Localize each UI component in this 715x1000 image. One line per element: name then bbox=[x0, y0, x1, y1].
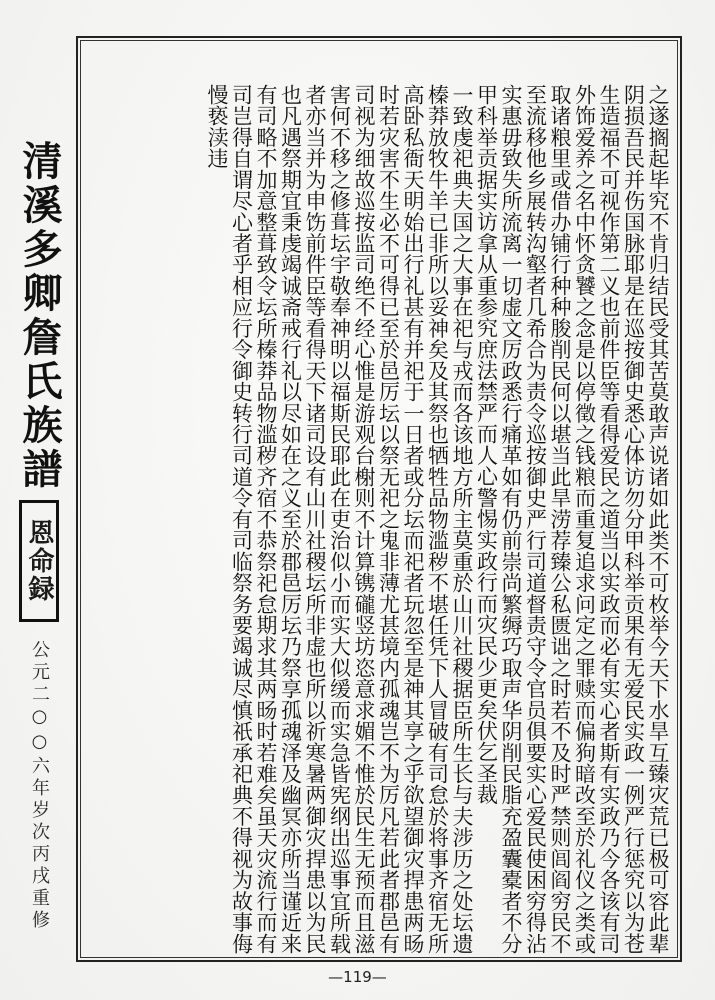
paragraph-2: 一致虔祀典夫国之大事在祀与戎而各该地方所主莫重於山川社稷据臣所生长与夫涉历之处坛遗榛莽放牧牛羊已非所以妥神矣及其祭也牺牲品物滥秽不堪任凭下人冒破有司怠於将事齐宿无所高卧私衙天明始出行礼甚有并祀于一日者或分坛而祀者玩忽至是神其享之乎欲望御灾捍患两旸时若灾害不生必不可得已至於邑厉坛以祭无祀之鬼非薄尤甚境内孤魂岂不为厉凡若此者郡邑有司视为细故巡按监司绝不经心惟是游观台榭则不计算镌礲竖坊恣意求媚不惟於民生无预而且滋害何不移之修葺坛宇敬奉神明以福斯民耶此在吏治似小而实大似缓而实急皆宪纲出巡事宜所载者亦当并为申饬前件臣等看得天下诸司设有山川社稷坛所非虚也所以祈寒暑两御灾捍患以为民也凡遇祭期宜秉虔竭诚斋戒行礼以尽如在之义至於郡邑厉坛乃祭享孤魂泽及幽冥亦所当谨近来有司略不加意整葺致令坛所榛莽品物滥秽齐宿不恭祭祀怠期求其两旸时若难矣虽天灾流行而有司岂得自谓尽心者乎相应行令御史转行司道令有司临祭务要竭诚尽慎祇承祀典不得视为故事侮慢亵渎违 bbox=[205, 84, 474, 954]
genealogy-title: 清溪多卿詹氏族譜 bbox=[16, 140, 63, 492]
page-number: —119— bbox=[328, 968, 387, 986]
paragraph-1: 之遂搁起毕究不肯归结民受其苦莫敢声说诸如此类不可枚举今天下水旱互臻灾荒已极可容此辈阴损吾民并伤国脉耶是在巡按御史悉心体访勿分甲科举贡果有无爱民实政一例严行惩究以为苍生造福不可视作第二义也前件臣等看得爱民之道当以实政而必有实心者斯有实政乃今各该有司外饰爱养之名中怀贪饕之念是以停徵之钱粮而重复追求问定之罪赎而偏狗暗改至於礼仪之类或取诸粮里或借办铺行种种朘削民何以堪当此旱涝荐臻公私匮诎之时若不及时严禁则闾阎穷民不至流移他乡展转沟壑者几希合为责令巡按御史严行司道督责守令官员俱要实心爱民使困穷得沾实惠毋致失所流离一切虚文厉政悉行痛革如有仍前崇尚繁缛巧取声华阴削民脂充盈囊橐者不分甲科举贡据实访拿从重参究庶法禁严而人心警惕实政行而灾民少更矣伏乞圣裁 bbox=[474, 84, 670, 954]
section-label: 恩命録 bbox=[19, 500, 59, 622]
body-text bbox=[96, 84, 670, 954]
edition-note: 公元二○○六年岁次丙戌重修 bbox=[29, 640, 50, 932]
